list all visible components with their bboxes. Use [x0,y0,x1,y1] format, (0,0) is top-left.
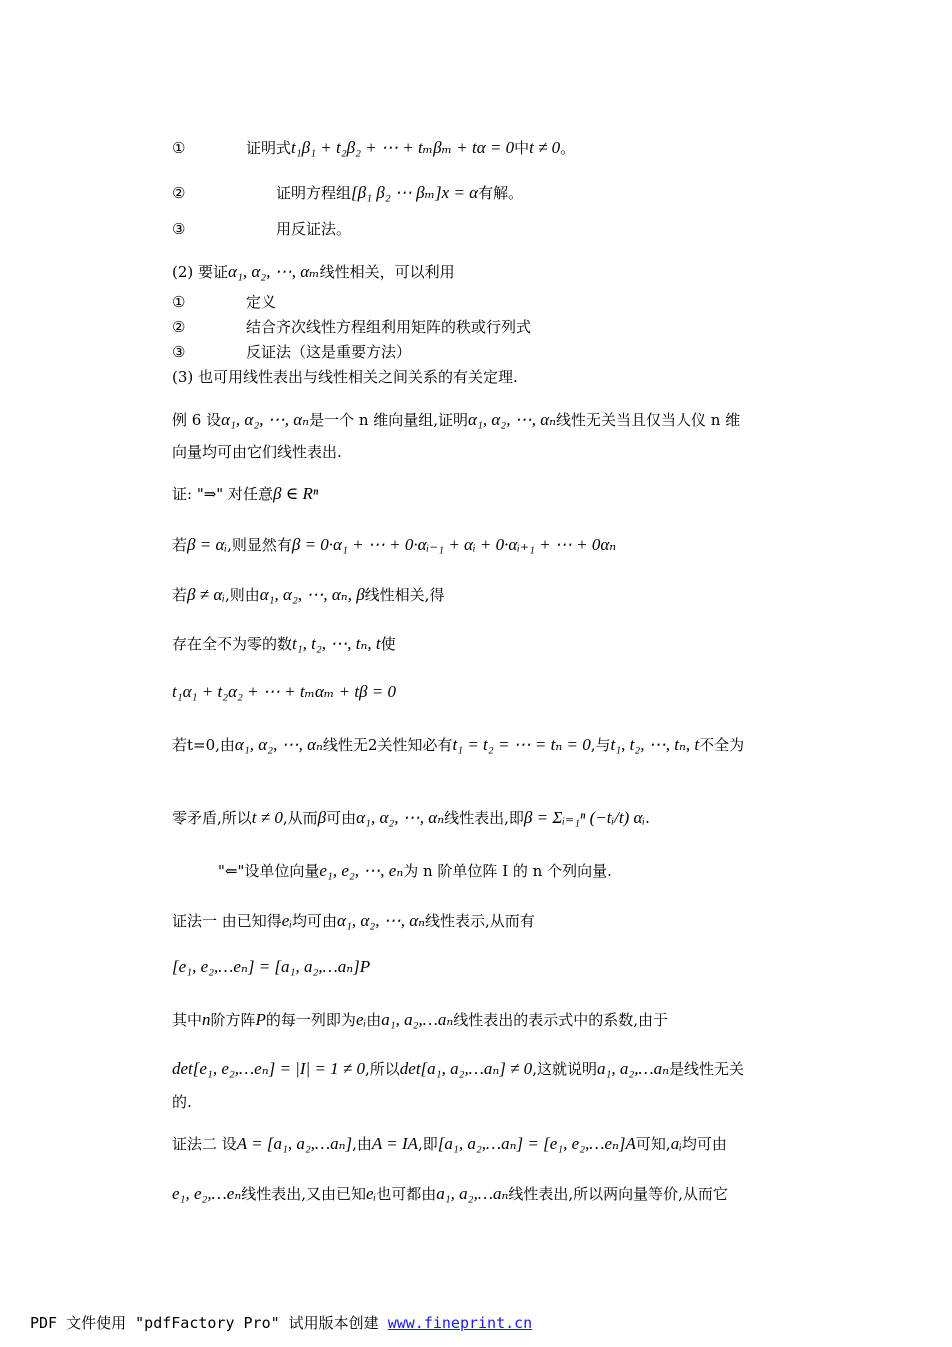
text: 为 n 阶单位阵 I 的 n 个列向量. [403,862,612,880]
text: "⇐"设单位向量 [218,862,320,880]
text: 线性无关当且仅当人仪 n 维 [556,411,741,429]
item-number: ② [172,318,186,336]
formula: α₁, α₂, ⋯, αₙ [337,911,426,930]
formula: α₁, α₂, ⋯, αₙ, β [259,585,365,604]
formula: P [255,1010,266,1029]
text: 线性无2关性知必有 [322,736,453,754]
text: . [645,809,650,827]
formula: e₁, e₂,…eₙ [172,1184,242,1203]
text: ,则由 [224,586,260,604]
text: 可知, [635,1135,671,1153]
text: 用反证法。 [276,220,352,238]
item-3 [172,219,812,239]
text: 不全为 [699,736,745,754]
text: 线性相关，可以利用 [319,263,455,281]
text: 例 6 设 [172,411,222,429]
text: 有解。 [478,184,524,202]
item-number: ③ [172,343,186,361]
formula: β = 0·α₁ + ⋯ + 0·αᵢ₋₁ + αᵢ + 0·αᵢ₊₁ + ⋯ + 0αₙ [291,535,617,554]
text: 结合齐次线性方程组利用矩阵的秩或行列式 [246,318,532,336]
text: 线性表出的表示式中的系数,由于 [453,1011,669,1029]
text: 可由 [326,809,357,827]
text: ,由 [352,1135,372,1153]
item-1 [172,138,812,158]
formula: eᵢ [355,1010,367,1029]
formula: det[e₁, e₂,…eₙ] = |I| = 1 ≠ 0 [172,1059,365,1078]
text: 证: "⇒" 对任意 [172,485,273,503]
formula: t ≠ 0 [251,808,283,827]
paragraph-line [172,442,812,462]
text: 的每一列即为 [265,1011,356,1029]
text: 零矛盾,所以 [172,809,252,827]
text: 线性表出,又由已知 [241,1185,366,1203]
formula: a₁, a₂,…aₙ [596,1059,670,1078]
paragraph-line [172,1059,812,1079]
equation [172,682,812,702]
text: (3) 也可用线性表出与线性相关之间关系的有关定理. [172,368,518,386]
method-2 [172,317,812,337]
example-6 [172,410,812,430]
text: 的. [172,1093,192,1111]
text: 是一个 n 维向量组,证明 [309,411,469,429]
text: 中 [514,139,530,157]
formula: [β₁ β₂ ⋯ βₘ]x = α [351,183,479,202]
paragraph-line [172,634,812,654]
paragraph-line [172,585,812,605]
formula: t ≠ 0 [529,138,561,157]
formula: a₁, a₂,…aₙ [436,1184,509,1203]
text: 证明式 [246,139,292,157]
text: 也可都由 [376,1185,437,1203]
text: 使 [380,635,396,653]
formula: aᵢ [670,1134,682,1153]
text: 线性相关,得 [364,586,445,604]
proof-method-2 [172,1134,812,1154]
formula: [e₁, e₂,…eₙ] = [a₁, a₂,…aₙ]P [172,957,371,976]
formula: β [317,808,327,827]
formula: n [202,1010,211,1029]
text: ,与 [590,736,611,754]
formula: t₁, t₂, ⋯, tₙ, t [610,735,700,754]
equation [172,957,812,977]
formula: α₁, α₂, ⋯, αₙ [468,410,557,429]
paragraph-line [172,808,812,828]
formula: t₁β₁ + t₂β₂ + ⋯ + tₘβₘ + tα = 0 [291,138,515,157]
text: 若t=0,由 [172,736,235,754]
text: ,从而 [282,809,318,827]
formula: t₁α₁ + t₂α₂ + ⋯ + tₘαₘ + tβ = 0 [172,682,396,701]
proof-start [172,484,812,504]
text: 证法二 设 [172,1135,237,1153]
formula: β = Σᵢ₌₁ⁿ (−tᵢ/t) αᵢ [523,808,646,827]
item-number: ② [172,184,186,202]
text: 其中 [172,1011,203,1029]
text: 向量均可由它们线性表出. [172,443,342,461]
text: 证法一 由已知得 [172,912,282,930]
item-3-heading [172,367,812,387]
formula: eᵢ [281,911,293,930]
formula: det[a₁, a₂,…aₙ] ≠ 0 [399,1059,533,1078]
text: 线性表出,即 [444,809,524,827]
pdf-footer [30,1312,532,1333]
formula: α₁, α₂, ⋯, αₘ [228,262,320,281]
formula: t₁, t₂, ⋯, tₙ, t [292,634,381,653]
text: 。 [560,139,576,157]
paragraph-line [172,1184,812,1204]
formula: β = αᵢ [187,535,228,554]
text: 阶方阵 [210,1011,256,1029]
paragraph-line [218,861,858,881]
text: 若 [172,586,188,604]
text: 证明方程组 [276,184,352,202]
formula: β ∈ Rⁿ [272,484,319,503]
item-2 [172,183,812,203]
footer-text: PDF 文件使用 "pdfFactory Pro" 试用版本创建 [30,1314,388,1332]
formula: A = IA [371,1134,419,1153]
formula: α₁, α₂, ⋯, αₙ [221,410,310,429]
formula: t₁ = t₂ = ⋯ = tₙ = 0 [452,735,591,754]
paragraph-line [172,1010,812,1030]
formula: a₁, a₂,…aₙ [381,1010,454,1029]
text: 反证法（这是重要方法） [246,343,412,361]
formula: e₁, e₂, ⋯, eₙ [319,861,404,880]
method-3 [172,342,812,362]
formula: α₁, α₂, ⋯, αₙ [356,808,445,827]
formula: eᵢ [366,1184,377,1203]
text: ,所以 [365,1060,400,1078]
text: 均可由 [292,912,338,930]
text: 若 [172,536,188,554]
proof-method-1 [172,911,812,931]
text: 均可由 [681,1135,727,1153]
item-2-heading [172,262,812,282]
footer-link[interactable]: www.fineprint.cn [387,1314,533,1332]
paragraph-line [172,535,812,555]
formula: [a₁, a₂,…aₙ] = [e₁, e₂,…eₙ]A [437,1134,636,1153]
item-number: ① [172,293,186,311]
paragraph-line [172,735,812,755]
text: (2) 要证 [172,263,229,281]
item-number: ① [172,139,186,157]
text: ,这就说明 [532,1060,597,1078]
text: 是线性无关 [669,1060,745,1078]
text: ,即 [418,1135,438,1153]
text: 存在全不为零的数 [172,635,293,653]
text: 由 [366,1011,382,1029]
text: 线性表示,从而有 [425,912,535,930]
formula: α₁, α₂, ⋯, αₙ [234,735,323,754]
formula: A = [a₁, a₂,…aₙ] [236,1134,353,1153]
paragraph-line [172,1092,812,1112]
text: 线性表出,所以两向量等价,从而它 [508,1185,728,1203]
formula: β ≠ αᵢ [187,585,225,604]
text: 定义 [246,293,277,311]
method-1 [172,292,812,312]
item-number: ③ [172,220,186,238]
text: ,则显然有 [227,536,292,554]
